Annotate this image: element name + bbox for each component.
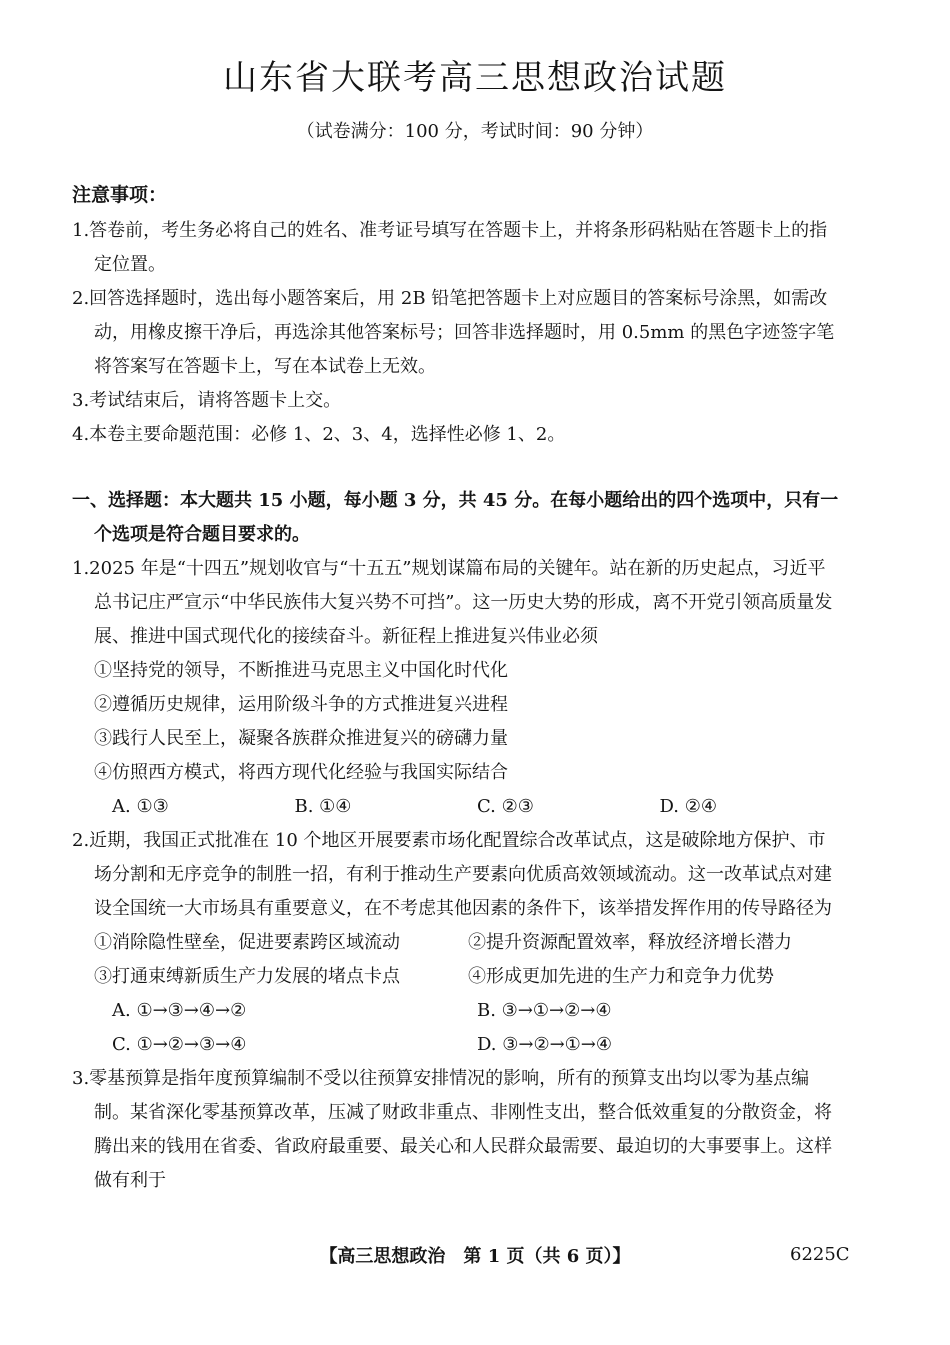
notice-item-2: 2.回答选择题时，选出每小题答案后，用 2B 铅笔把答题卡上对应题目的答案标号涂黑，如需改动，用橡皮擦干净后，再选涂其他答案标号；回答非选择题时，用 0.5mm 的黑色字迹签字笔将答案写在答题卡上，写在本试卷上无效。 [72, 288, 835, 377]
question-1-choice-c: C. ②③ [477, 796, 534, 817]
question-1-statement-1: ①坚持党的领导，不断推进马克思主义中国化时代化 [94, 660, 508, 681]
paper-code: 6225C [790, 1244, 850, 1265]
question-2-statement-3: ③打通束缚新质生产力发展的堵点卡点 [94, 966, 400, 987]
question-2-choice-d: D. ③→②→①→④ [477, 1034, 613, 1055]
question-2-statement-2: ②提升资源配置效率，释放经济增长潜力 [468, 932, 792, 953]
question-2-statement-1: ①消除隐性壁垒，促进要素跨区域流动 [94, 932, 400, 953]
question-2-statement-4: ④形成更加先进的生产力和竞争力优势 [468, 966, 774, 987]
page-title: 山东省大联考高三思想政治试题 [223, 58, 727, 98]
question-2-choice-a: A. ①→③→④→② [112, 1000, 247, 1021]
notice-item-1: 1.答卷前，考生务必将自己的姓名、准考证号填写在答题卡上，并将条形码粘贴在答题卡上的指定位置。 [72, 220, 828, 275]
question-2-choices-row-2 [72, 1028, 842, 1062]
question-1-choice-d: D. ②④ [659, 796, 718, 817]
notice-item-3: 3.考试结束后，请将答题卡上交。 [72, 390, 342, 411]
question-2-choices-row-1 [72, 994, 842, 1028]
question-3-stem: 3.零基预算是指年度预算编制不受以往预算安排情况的影响，所有的预算支出均以零为基点编制。某省深化零基预算改革，压减了财政非重点、非刚性支出，整合低效重复的分散资金，将腾出来的钱用在省委、省政府最重要、最关心和人民群众最需要、最迫切的大事要事上。这样做有利于 [72, 1068, 832, 1191]
question-1-statement-3: ③践行人民至上，凝聚各族群众推进复兴的磅礴力量 [94, 728, 508, 749]
question-1-choice-a: A. ①③ [112, 796, 169, 817]
page-footer: 【高三思想政治 第 1 页（共 6 页）】 [319, 1246, 631, 1267]
question-2-statements-row-1 [72, 926, 842, 960]
question-1-choices [72, 790, 842, 824]
question-2-choice-c: C. ①→②→③→④ [112, 1034, 247, 1055]
question-1-stem: 1.2025 年是“十四五”规划收官与“十五五”规划谋篇布局的关键年。站在新的历史起点，习近平总书记庄严宣示“中华民族伟大复兴势不可挡”。这一历史大势的形成，离不开党引领高质量发展、推进中国式现代化的接续奋斗。新征程上推进复兴伟业必须 [72, 558, 833, 647]
page-content [72, 178, 842, 1198]
question-1-choice-b: B. ①④ [294, 796, 352, 817]
question-2-stem: 2.近期，我国正式批准在 10 个地区开展要素市场化配置综合改革试点，这是破除地方保护、市场分割和无序竞争的制胜一招，有利于推动生产要素向优质高效领域流动。这一改革试点对建设全国统一大市场具有重要意义，在不考虑其他因素的条件下，该举措发挥作用的传导路径为 [72, 830, 832, 919]
question-1-statement-2: ②遵循历史规律，运用阶级斗争的方式推进复兴进程 [94, 694, 508, 715]
section-heading: 一、选择题：本大题共 15 小题，每小题 3 分，共 45 分。在每小题给出的四个选项中，只有一个选项是符合题目要求的。 [72, 490, 839, 545]
question-2-choice-b: B. ③→①→②→④ [477, 1000, 612, 1021]
notice-heading: 注意事项： [72, 184, 168, 206]
question-1-statement-4: ④仿照西方模式，将西方现代化经验与我国实际结合 [94, 762, 508, 783]
question-2-statements-row-2 [72, 960, 842, 994]
exam-info: （试卷满分：100 分，考试时间：90 分钟） [296, 121, 654, 142]
notice-item-4: 4.本卷主要命题范围：必修 1、2、3、4，选择性必修 1、2。 [72, 424, 566, 445]
